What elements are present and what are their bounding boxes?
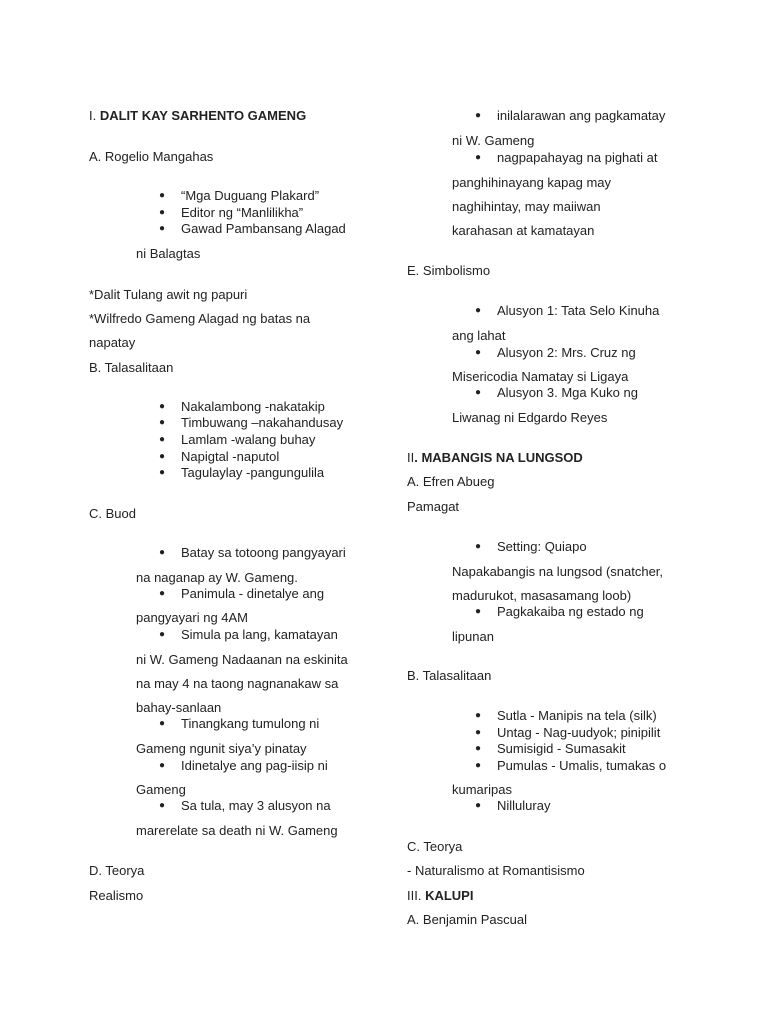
note-text: *Dalit Tulang awit ng papuri — [89, 287, 248, 302]
list-item: ● nagpapahayag na pighati at — [497, 150, 657, 166]
list-item-continuation: ni Balagtas — [136, 246, 201, 261]
list-item-continuation: Liwanag ni Edgardo Reyes — [452, 410, 608, 425]
list-item-continuation: marerelate sa death ni W. Gameng — [136, 823, 338, 838]
list-item: ● Gawad Pambansang Alagad — [181, 221, 346, 237]
subsection-heading: E. Simbolismo — [407, 263, 491, 278]
vocab-item: ● Untag - Nag-uudyok; pinipilit — [497, 725, 660, 741]
vocab-item: ● Nilluluray — [497, 798, 550, 814]
vocab-item: ● Napigtal -naputol — [181, 449, 279, 465]
list-item-continuation: Gameng ngunit siya’y pinatay — [136, 741, 307, 756]
section-1-number: I. — [89, 108, 100, 123]
list-item-continuation: pangyayari ng 4AM — [136, 610, 249, 625]
list-item: ● Simula pa lang, kamatayan — [181, 627, 338, 643]
list-item-continuation: lipunan — [452, 629, 494, 644]
list-item: ● Idinetalye ang pag-iisip ni — [181, 758, 328, 774]
vocab-item: ● Nakalambong -nakatakip — [181, 399, 325, 415]
subsection-heading: C. Teorya — [407, 839, 463, 854]
body-text: Realismo — [89, 888, 144, 903]
vocab-item: ● Lamlam -walang buhay — [181, 432, 315, 448]
list-item: ● “Mga Duguang Plakard” — [181, 188, 319, 204]
section-2-number: II — [407, 450, 415, 465]
note-text: *Wilfredo Gameng Alagad ng batas na — [89, 311, 311, 326]
list-item: ● Alusyon 3. Mga Kuko ng — [497, 385, 638, 401]
section-3-heading — [407, 888, 473, 904]
vocab-item: ● Sutla - Manipis na tela (silk) — [497, 708, 657, 724]
list-item: ● Editor ng “Manlilikha” — [181, 205, 303, 221]
list-item-continuation: ang lahat — [452, 328, 506, 343]
list-item: ● Alusyon 2: Mrs. Cruz ng — [497, 345, 636, 361]
list-item-continuation: ni W. Gameng — [452, 133, 535, 148]
section-2-title: . MABANGIS NA LUNGSOD — [414, 450, 583, 465]
list-item-continuation: madurukot, masasamang loob) — [452, 588, 632, 603]
subsection-heading: D. Teorya — [89, 863, 145, 878]
list-item-continuation: naghihintay, may maiiwan — [452, 199, 601, 214]
section-1-heading — [89, 108, 306, 124]
list-item-continuation: Napakabangis na lungsod (snatcher, — [452, 564, 664, 579]
vocab-item: ● Sumisigid - Sumasakit — [497, 741, 626, 757]
list-item: ● inilalarawan ang pagkamatay — [497, 108, 665, 124]
subsection-heading: C. Buod — [89, 506, 136, 521]
list-item-continuation: kumaripas — [452, 782, 512, 797]
list-item-continuation: panghihinayang kapag may — [452, 175, 612, 190]
section-1-title: DALIT KAY SARHENTO GAMENG — [99, 108, 307, 123]
list-item: ● Batay sa totoong pangyayari — [181, 545, 346, 561]
section-3-title: KALUPI — [425, 888, 474, 903]
author-heading: A. Benjamin Pascual — [407, 912, 527, 927]
list-item-continuation: Gameng — [136, 782, 186, 797]
list-item-continuation: ni W. Gameng Nadaanan na eskinita — [136, 652, 348, 667]
list-item-continuation: na naganap ay W. Gameng. — [136, 570, 298, 585]
list-item: ● Panimula - dinetalye ang — [181, 586, 324, 602]
section-2-heading — [407, 450, 583, 466]
list-item: ● Alusyon 1: Tata Selo Kinuha — [497, 303, 659, 319]
subsection-heading: B. Talasalitaan — [407, 668, 492, 683]
list-item: ● Pagkakaiba ng estado ng — [497, 604, 644, 620]
section-3-number: III. — [407, 888, 426, 903]
list-item: ● Setting: Quiapo — [497, 539, 587, 555]
list-item-continuation: na may 4 na taong nagnanakaw sa — [136, 676, 339, 691]
author-heading: A. Rogelio Mangahas — [89, 149, 214, 164]
list-item: ● Sa tula, may 3 alusyon na — [181, 798, 331, 814]
author-heading: A. Efren Abueg — [407, 474, 495, 489]
vocab-item: ● Timbuwang –nakahandusay — [181, 415, 343, 431]
vocab-item: ● Tagulaylay -pangungulila — [181, 465, 324, 481]
note-text: napatay — [89, 335, 136, 350]
list-item-continuation: bahay-sanlaan — [136, 700, 222, 715]
vocab-item: ● Pumulas - Umalis, tumakas o — [497, 758, 666, 774]
list-item-continuation: Misericodia Namatay si Ligaya — [452, 369, 629, 384]
subsection-heading: B. Talasalitaan — [89, 360, 174, 375]
list-item-continuation: karahasan at kamatayan — [452, 223, 595, 238]
body-text: Pamagat — [407, 499, 460, 514]
list-item: ● Tinangkang tumulong ni — [181, 716, 319, 732]
body-text: - Naturalismo at Romantisismo — [407, 863, 585, 878]
